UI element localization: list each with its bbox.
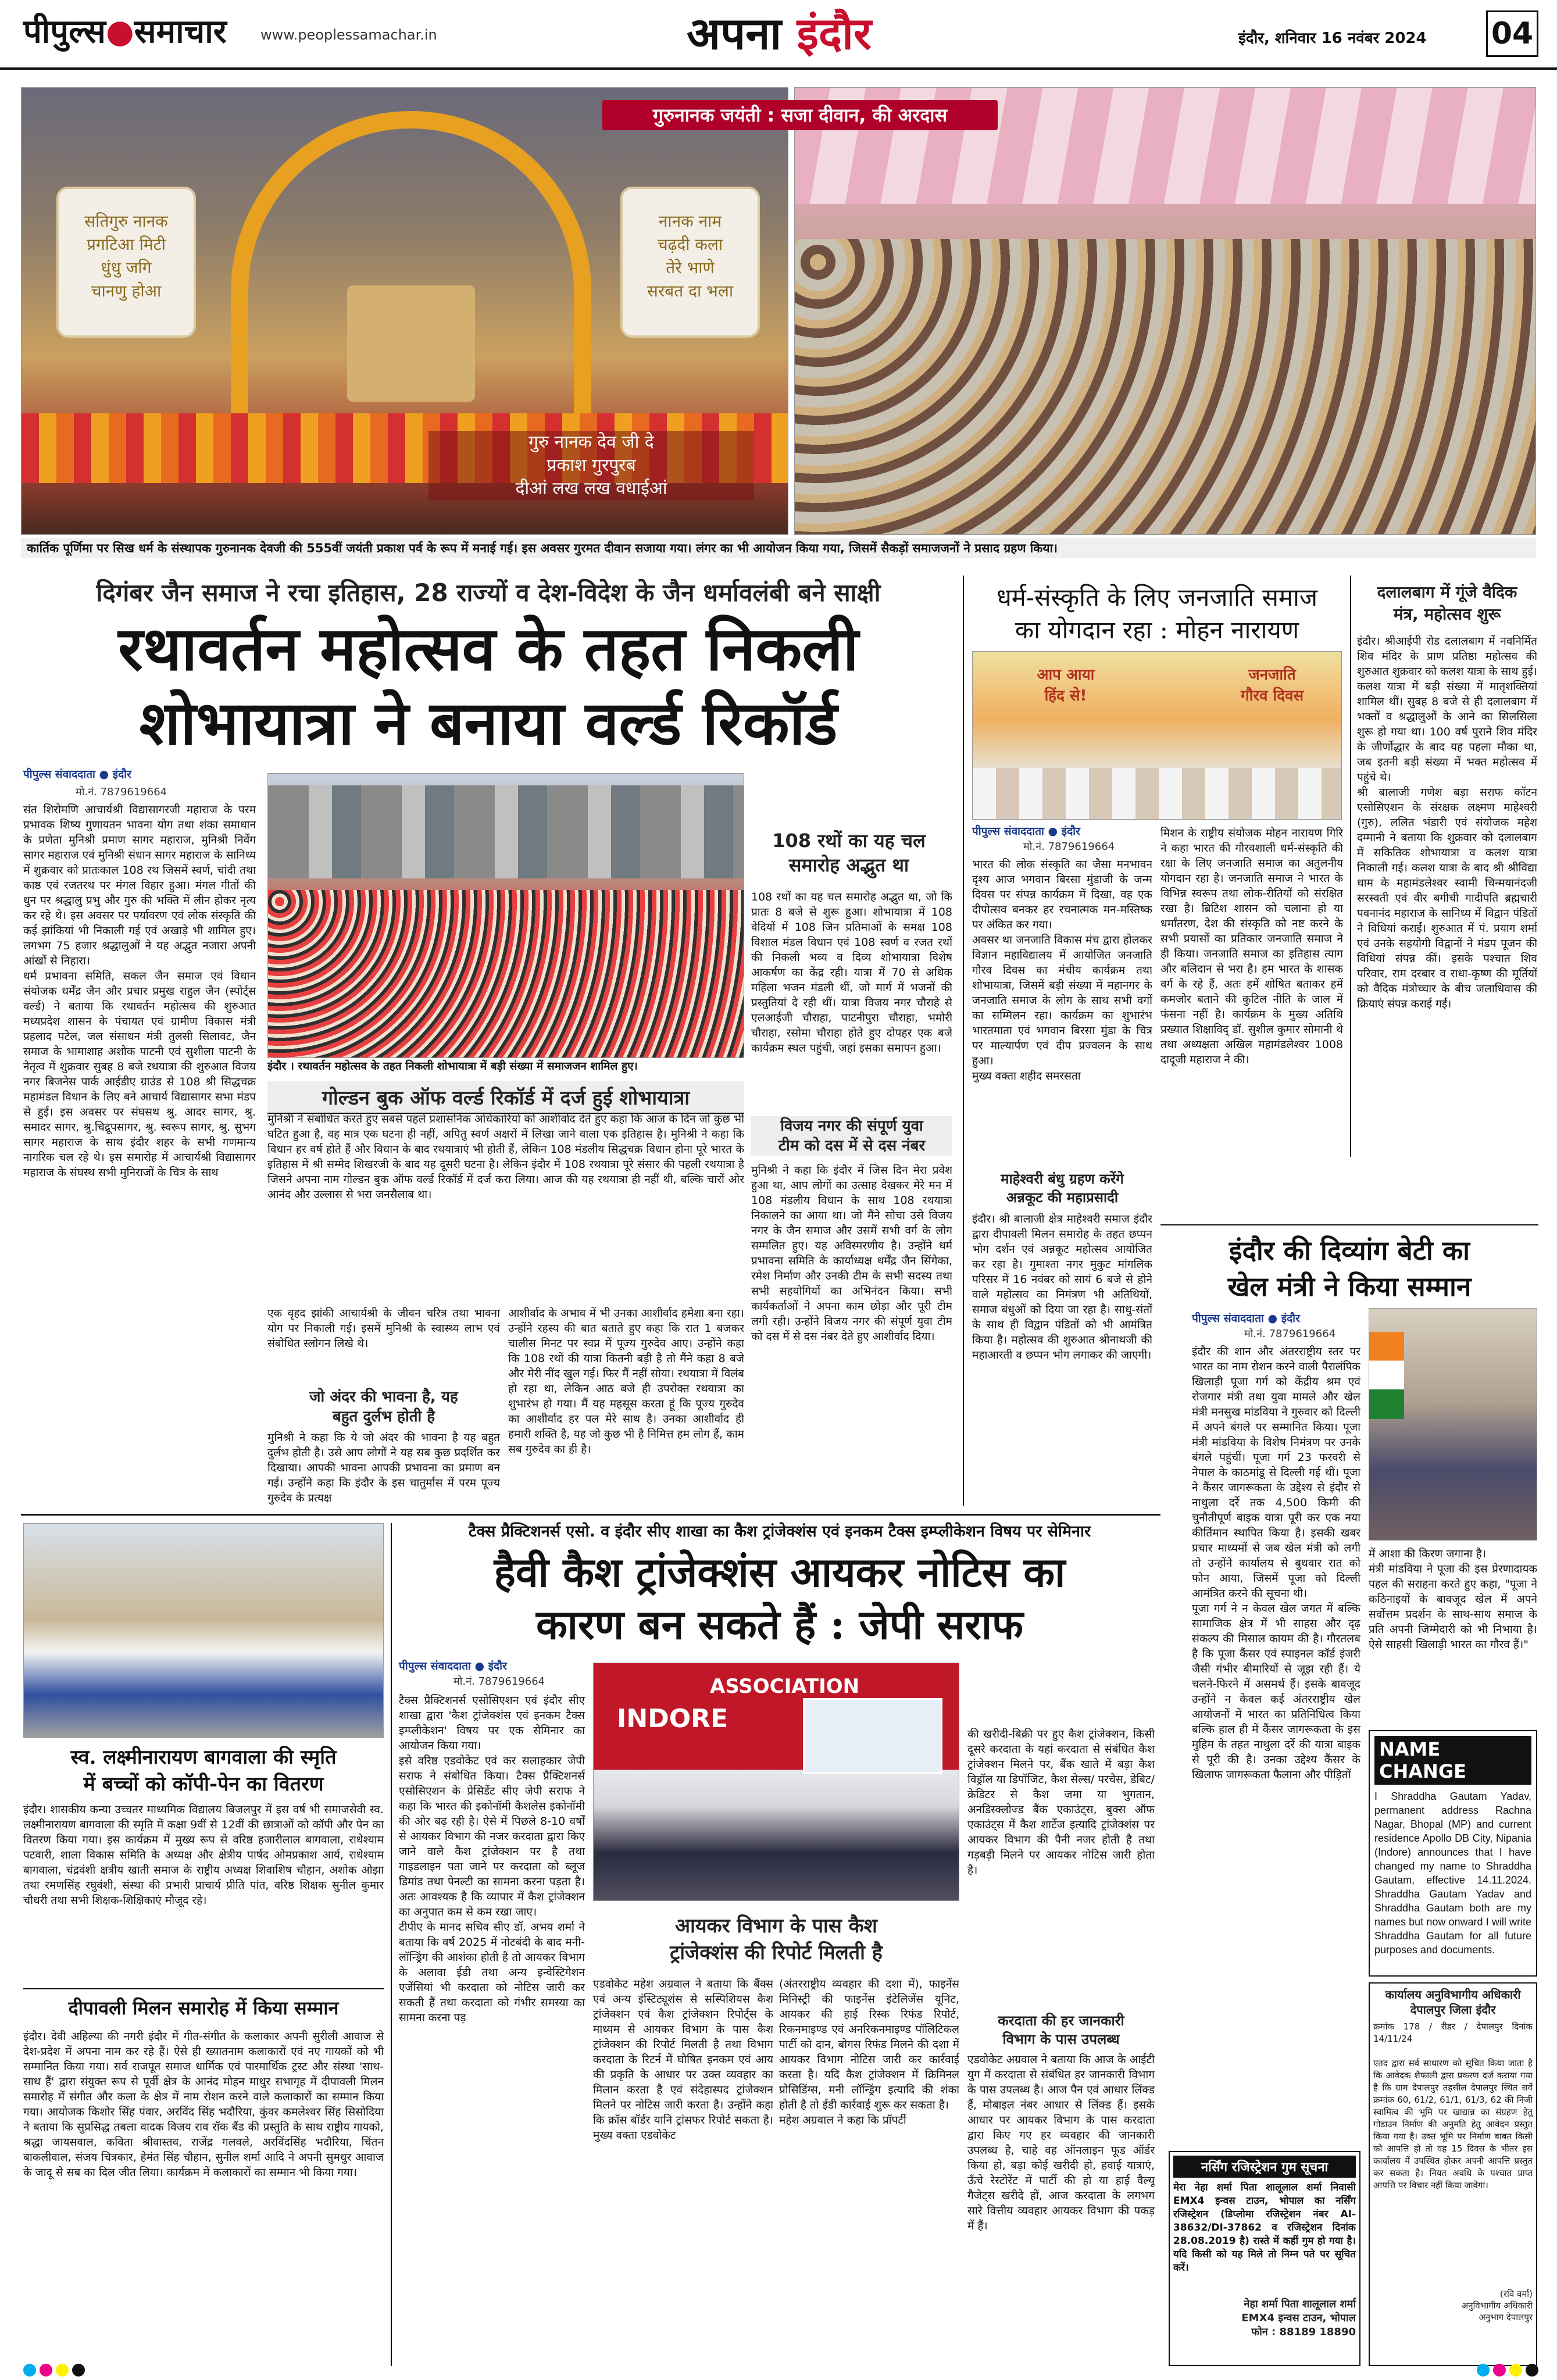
main-col-a2: मुनिश्री ने कहा कि ये जो अंदर की भावना है यह बहुत दुर्लभ होती है। उसे आप लोगों ने यह सब कुछ प्रदर्शित कर दिखाया। आपकी भावना आपकी प्रभावना का प्रमाण बन गई। उन्होंने कहा कि इंदौर के इस चातुर्मास में परम पूज्य गुरुदेव के प्रत्यक्ष	[267, 1431, 500, 1505]
divyang-byline: पीपुल्स संवाददाता ● इंदौर	[1192, 1312, 1300, 1325]
rathyatra-photo	[267, 773, 744, 1058]
section-title: अपना इंदौर	[686, 8, 872, 59]
main-col-right: 108 रथों का यह चल समारोह अद्भुत था, जो कि प्रातः 8 बजे से शुरू हुआ। शोभायात्रा में 108 वेदियों में 108 जिन प्रतिमाओं के समक्ष 108 विशाल मंडल विधान एवं 108 स्वर्ण व रजत रथों की निकली भव्य व दिव्य शोभायात्रा विशेष आकर्षण का केंद्र रही। यात्रा में 70 से अधिक महिला भजन मंडली थीं, जो मार्ग में भजनों की प्रस्तुतियां दे रही थीं। यात्रा विजय नगर चौराहे से एलआईजी चौराहा, पाटनीपुरा चौराहा, भमोरी चौराहा, रसोमा चौराहा होते हुए दोपहर एक बजे कार्यक्रम स्थल पहुंची, जहां इसका समापन हुआ।	[751, 891, 952, 1055]
photo-banner: गुरुनानक जयंती : सजा दीवान, की अरदास	[602, 100, 998, 130]
main-sub-bhavna: जो अंदर की भावना है, यह बहुत दुर्लभ होती है	[309, 1388, 458, 1425]
buildings	[268, 785, 744, 878]
tax-byline: पीपुल्स संवाददाता ● इंदौर	[399, 1660, 507, 1673]
logo: पीपुल्स●समाचार	[23, 12, 227, 51]
main-sub-golden-book: गोल्डन बुक ऑफ वर्ल्ड रिकॉर्ड में दर्ज हुई शोभायात्रा	[267, 1081, 744, 1114]
divyang-col-1: इंदौर की शान और अंतरराष्ट्रीय स्तर पर भारत का नाम रोशन करने वाली पैरालंपिक खिलाड़ी पूजा गर्ग को केंद्रीय श्रम एवं रोजगार मंत्री तथा युवा मामले और खेल मंत्री मनसुख मांडविया ने गुरुवार को दिल्ली में अपने बंगले पर सम्मानित किया। पूजा मंत्री मांडविया के विशेष निमंत्रण पर उनके बंगले पहुंचीं। पूजा गर्ग 23 फरवरी से नेपाल के काठमांडू से दिल्ली गई थीं। पूजा ने कैंसर जागरूकता के उद्देश्य से इंदौर से नाथुला दर्रे तक 4,500 किमी की चुनौतीपूर्ण बाइक यात्रा पूरी कर एक नया कीर्तिमान स्थापित किया है। इसकी खबर प्रचार माध्यमों से जब खेल मंत्री को लगी तो उन्होंने कार्यालय से बुधवार रात को फोन आया, जिसमें पूजा को दिल्ली आमंत्रित करने की सूचना थी। पूजा गर्ग ने न केवल खेल जगत में बल्कि सामाजिक क्षेत्र में भी साहस और दृढ़ संकल्प की मिसाल कायम की है। गौरतलब है कि पूजा कैंसर एवं स्पाइनल कॉर्ड इंजरी जैसी गंभीर बीमारियों से जूझ रही हैं। ये चलने-फिरने में असमर्थ हैं। इसके बावजूद उन्होंने न केवल कई अंतरराष्ट्रीय खेल आयोजनों में भारत का प्रतिनिधित्व किया बल्कि हाल ही में कैंसर जागरूकता के इस मुहिम के तहत नाथुला दर्रे की यात्रा बाइक से पूरी की है। उनका उद्देश्य कैंसर के खिलाफ जागरूकता फैलाना और पीड़ितों	[1192, 1345, 1360, 1781]
divider-bottom	[21, 1514, 1160, 1516]
notice-title: कार्यालय अनुविभागीय अधिकारी देपालपुर जिला इंदौर	[1385, 1988, 1521, 2017]
stage-photo	[21, 87, 788, 535]
deepawali-body: इंदौर। देवी अहिल्या की नगरी इंदौर में गीत-संगीत के कलाकार अपनी सुरीली आवाज से देश-प्रदेश में अपना नाम कर रहे हैं। ऐसे ही ख्यातनाम कलाकारों एवं नए गायकों को भी सम्मानित किया गया। सर्व राजपूत समाज धार्मिक एवं पारमार्थिक ट्रस्ट और संस्था 'साथ-साथ हैं' द्वारा संयुक्त रूप से पूर्वी क्षेत्र के आनंद मोहन माथुर सभागृह में दीपावली मिलन समारोह में संगीत और कला के क्षेत्र में नाम रोशन करने वाले कलाकारों का सम्मान किया गया। आयोजक किशोर सिंह पंवार, अरविंद सिंह भदौरिया, कुंवर कमलेश्वर सिंह सिसोदिया ने बताया कि सुप्रसिद्ध तबला वादक विजय राव रॉक बैंड की प्रस्तुति के साथ राष्ट्रीय गायको, श्रद्धा जायसवाल, कविता श्रीवास्तव, राजेंद्र गलवले, अरविंदसिंह भदौरिया, चिंतन बाकलीवाल, संजय चित्रकार, हेमंत सिंह चौहान, सुनील शर्मा आदि ने अपनी सुमधुर आवाज के जादू से सब का दिल जीत लिया। कार्यक्रम में कलाकारों का सम्मान भी किया गया।	[23, 2030, 384, 2179]
dharm-col-2: मिशन के राष्ट्रीय संयोजक मोहन नारायण गिरि ने कहा भारत की गौरवशाली धर्म-संस्कृति की रक्षा के लिए जनजाति समाज का अतुलनीय योगदान रहा है। जनजाति समाज ने भारत के विभिन्न स्वरूप तथा लोक-रीतियों को संरक्षित रखा है। ब्रिटिश शासन को चलाना हो या धर्मांतरण, देश की संस्कृति को नष्ट करने के सभी प्रयासों का प्रतिकार जनजाति समाज ने ही किया। जनजाति समाज का इतिहास त्याग और बलिदान से भरा है। हम भारत के शासक वर्ग के रहे हैं, अतः हमें शोषित बताकर हमें कमजोर बताने की कुटिल नीति के जाल में फंसना नहीं है। कार्यक्रम के मुख्य अतिथि प्रख्यात शिक्षाविद् डॉ. सुशील कुमार सोमानी थे तथा अध्यक्षता अखिल महामंडलेश्वर 1008 दादूजी महाराज ने की।	[1160, 827, 1343, 1066]
tax-seminar-photo	[593, 1663, 959, 1901]
notice-sign: (रवि वर्मा) अनुविभागीय अधिकारी अनुभाग देपालपुर	[1461, 2289, 1533, 2322]
dharm-col-3: इंदौर। श्री बालाजी क्षेत्र माहेश्वरी समाज इंदौर द्वारा दीपावली मिलन समारोह के तहत छप्पन भोग दर्शन एवं अन्नकूट महोत्सव आयोजित कर रहा है। गुमाश्ता नगर मुकुट मांगलिक परिसर में 16 नवंबर को सायं 6 बजे से होने वाले महोत्सव का निमंत्रण भी अतिथियों, समाज बंधुओं को दिया जा रहा है। साधु-संतों के साथ ही विद्वान पंडितों को भी आमंत्रित किया है। महोत्सव की शुरुआत श्रीनाथजी की महाआरती व छप्पन भोग लगाकर की जाएगी।	[972, 1213, 1152, 1361]
yellow-mark-icon	[56, 2364, 69, 2377]
name-change-body: I Shraddha Gautam Yadav, permanent address Rachna Nagar, Bhopal (MP) and current residence Apollo DB City, Nipania (Indore) announces that I have changed my name to Shraddha Gautam, effective 14.11.2024. Shraddha Gautam Yadav and Shraddha Gautam both are my names but now onward I will write Shraddha Gautam for all future purposes and documents.	[1374, 1791, 1531, 1956]
tax-col-5: एडवोकेट अग्रवाल ने बताया कि आज के आईटी युग में करदाता से संबंधित हर जानकारी विभाग के पास उपलब्ध है। आज पैन एवं आधार लिंक्ड हैं, मोबाइल नंबर आधार से लिंक्ड हैं। इसके आधार पर आयकर विभाग के पास करदाता द्वारा किए गए हर व्यवहार की जानकारी उपलब्ध है, चाहे वह ऑनलाइन फूड ऑर्डर किया हो, बड़ा कोई खरीदी हो, हवाई यात्राएं, ऊँचे रेस्टोरेंट में पार्टी की हो या हाई वैल्यू गैजेट्स खरीदे हों, आज करदाता के लगभग सारे वित्तीय व्यवहार आयकर विभाग की पकड़ में हैं।	[967, 2053, 1155, 2232]
seminar-screen	[803, 1698, 942, 1774]
color-marks-left	[23, 2364, 85, 2377]
langar-photo	[794, 87, 1536, 535]
deepawali-headline: दीपावली मिलन समारोह में किया सम्मान	[68, 1997, 339, 2019]
dallal-body: इंदौर। श्रीआईपी रोड दलालबाग में नवनिर्मित शिव मंदिर के प्राण प्रतिष्ठा महोत्सव की शुरुआत शुक्रवार को कलश यात्रा के साथ हुई। कलश यात्रा में बड़ी संख्या में मातृशक्तियां शामिल थीं। सुबह 8 बजे से ही दलालबाग में भक्तों व श्रद्धालुओं के आने का सिलसिला शुरू हो गया था। 100 वर्ष पुराने शिव मंदिर के जीर्णोद्धार के बाद यह पहला मौका था, जब इतनी बड़ी संख्या में भक्त महोत्सव में पहुंचे थे। श्री बालाजी गणेश बड़ा सराफ कॉटन एसोसिएशन के संरक्षक लक्ष्मण माहेश्वरी (गुरु), ललित भंडारी एवं संयोजक महेश दम्मानी ने बताया कि शुक्रवार को दलालबाग में सकितिक शोभायात्रा व कलश यात्रा निकाली गई। कलश यात्रा के बाद श्री श्रीविद्या धाम के महामंडलेश्वर स्वामी चिन्मयानंदजी सरस्वती एवं वीर बगीची गादीपति ब्रह्मचारी पवनानंद महाराज के सानिध्य में विद्वान पंडितों ने विधियां कराईं। शुरुआत में पं. प्रयाग शर्मा एवं उनके सहयोगी विद्वानों ने मंडप पूजन की विधियां संपन्न कीं। इसके पश्चात शिव परिवार, राम दरबार व राधा-कृष्ण की मूर्तियों को वैदिक मंत्रोच्चार के बीच जलाधिवास की क्रियाएं संपन्न कराई गईं।	[1357, 635, 1537, 1010]
main-col-a: एक वृहद झांकी आचार्यश्री के जीवन चरित्र तथा भावना योग पर निकाली गई। इसमें मुनिश्री के स्वास्थ्य लाभ एवं संबोधित स्लोगन लिखे थे।	[267, 1307, 500, 1350]
guru-nanak-photos	[21, 87, 1536, 535]
dharm-headline: धर्म-संस्कृति के लिए जनजाति समाज का योगदान रहा : मोहन नारायण	[996, 583, 1318, 644]
dharm-col-1: भारत की लोक संस्कृति का जैसा मनभावन दृश्य आज भगवान बिरसा मुंडाजी के जन्म दिवस पर संपन्न कार्यक्रम में दिखा, वह एक दीपोत्सव बनकर हर रचनात्मक मन-मस्तिष्क पर अंकित कर गया। अवसर था जनजाति विकास मंच द्वारा होलकर विज्ञान महाविद्यालय में आयोजित जनजाति गौरव दिवस का मंचीय कार्यक्रम तथा शोभायात्रा, जिसमें बड़ी संख्या में महानगर के जनजाति समाज के लोग के साथ सभी वर्गों का सम्मिलन रहा। कार्यक्रम का शुभारंभ भारतमाता एवं भगवान बिरसा मुंडा के चित्र पर माल्यार्पण एवं दीप प्रज्वलन के साथ हुआ। मुख्य वक्ता शहीद समरसता	[972, 858, 1152, 1082]
top-photo-caption: कार्तिक पूर्णिमा पर सिख धर्म के संस्थापक गुरुनानक देवजी की 555वीं जयंती प्रकाश पर्व के रूप में मनाई गई। इस अवसर गुरमत दीवान सजाया गया। लंगर का भी आयोजन किया गया, जिसमें सैकड़ों समाजजनों ने प्रसाद ग्रहण किया।	[21, 538, 1536, 558]
name-change-title: NAME CHANGE	[1374, 1736, 1531, 1785]
divyang-photo	[1369, 1308, 1537, 1541]
tax-col-1: टैक्स प्रैक्टिशनर्स एसोसिएशन एवं इंदौर सीए शाखा द्वारा 'कैश ट्रांजेक्शंस एवं इनकम टैक्स इम्प्लीकेशन' विषय पर एक सेमिनार का आयोजन किया गया। इसे वरिष्ठ एडवोकेट एवं कर सलाहकार जेपी सराफ ने संबोधित किया। टैक्स प्रैक्टिशनर्स एसोसिएशन के प्रेसिडेंट सीए जेपी सराफ ने कहा कि भारत की इकोनॉमी कैशलेस इकोनॉमी की ओर बढ़ रही है। ऐसे में पिछले 8-10 वर्षों से आयकर विभाग की नजर करदाता द्वारा किए जाने वाले कैश ट्रांजेक्शन पर है तथा गाइडलाइन पता जाने पर करदाता को ब्लूज डिमांड तथा पेनल्टी का सामना करना पड़ता है। अतः आवश्यक है कि व्यापार में कैश ट्रांजेक्शन का अनुपात कम से कम रखा जाए। टीपीए के मानद सचिव सीए डॉ. अभय शर्मा ने बताया कि वर्ष 2025 में नोटबंदी के बाद मनी-लॉन्ड्रिंग की आशंका होती है तो आयकर विभाग के अलावा ईडी तथा अन्य इन्वेस्टिगेशन एजेंसियां भी करदाता को नोटिस जारी कर सकती हैं तथा करदाता को गंभीर समस्या का सामना करना पड़	[399, 1694, 585, 2024]
stage-text-bottom: गुरु नानक देव जी दे प्रकाश गुरपुरब दीआं लख लख वधाईआं	[428, 431, 754, 501]
rathyatra-caption: इंदौर । रथावर्तन महोत्सव के तहत निकली शोभायात्रा में बड़ी संख्या में समाजजन शामिल हुए।	[267, 1060, 638, 1073]
divyang-col-2: में आशा की किरण जगाना है। मंत्री मांडविया ने पूजा की इस प्रेरणादायक पहल की सराहना करते हुए कहा, "पूजा ने कठिनाइयों के बावजूद खेल में अपने सर्वोत्तम प्रदर्शन के साथ-साथ समाज के प्रति अपनी जिम्मेदारी को भी निभाया है। ऐसे साहसी खिलाड़ी भारत का गौरव हैं।"	[1369, 1548, 1537, 1651]
dharm-mobile: मो.नं. 7879619664	[1023, 841, 1115, 853]
main-mobile: मो.नं. 7879619664	[76, 786, 167, 798]
main-headline: रथावर्तन महोत्सव के तहत निकली शोभायात्रा ने बनाया वर्ल्ड रिकॉर्ड	[118, 613, 859, 759]
procession-crowd	[268, 890, 744, 1058]
yellow-mark-icon	[1509, 2364, 1522, 2377]
main-sub-vijay-nagar: विजय नगर की संपूर्ण युवा टीम को दस में से दस नंबर	[751, 1116, 952, 1156]
divider-dallal	[1350, 576, 1351, 1157]
page-number: 04	[1486, 10, 1538, 57]
dharm-banner-left: आप आया हिंद से!	[1037, 666, 1095, 705]
divider-dharm	[963, 576, 964, 1506]
school-photo	[23, 1523, 384, 1738]
laxmi-body: इंदौर। शासकीय कन्या उच्चतर माध्यमिक विद्यालय बिजलपुर में इस वर्ष भी समाजसेवी स्व. लक्ष्मीनारायण बागवाला की स्मृति में कक्षा 9वीं से 12वीं की छात्राओं को कॉपी और पेन का वितरण किया गया। इस कार्यक्रम में मुख्य रूप से वरिष्ठ हजारीलाल बागवाला, राधेश्याम पटवारी, शाला विकास समिति के अध्यक्ष और क्षेत्रीय पार्षद ओमप्रकाश आर्य, राधेश्याम बागवाला, चंद्रवंशी क्षत्रीय खाती समाज के राष्ट्रीय अध्यक्ष शिवाशिष चौहान, अशोक ओझा तथा रमणसिंह रघुवंशी, संस्था की प्रभारी प्राचार्य प्रीति पांत, वरिष्ठ शिक्षक सुनील कुमार चौधरी तथा सभी शिक्षक-शिक्षिकाएं मौजूद रहे।	[23, 1803, 384, 1907]
divider-deepawali	[23, 1988, 384, 1989]
main-col-1: संत शिरोमणि आचार्यश्री विद्यासागरजी महाराज के परम प्रभावक शिष्य गुणायतन भावना योग तथा शंका समाधान के प्रणेता मुनिश्री प्रमाण सागर महाराज, मुनिश्री निर्वेग सागर महाराज एवं मुनिश्री संधान सागर महाराज के सानिध्य में शुक्रवार को प्रातःकाल 108 रथ जिसमें स्वर्ण, चांदी तथा काष्ठ एवं रजतरथ पर मंगल विहार हुआ। मंगल गीतों की धुन पर श्रद्धालु प्रभु और गुरु की भक्ति में लीन होकर नृत्य कर रहे थे। इस अवसर पर पर्यावरण एवं लोक संस्कृति की कई झांकियां भी निकाली गई एवं अखाड़े भी शामिल हुए। लगभग 75 हजार श्रद्धालुओं ने यह अद्भुत नजारा अपनी आंखों से निहारा। धर्म प्रभावना समिति, सकल जैन समाज एवं विधान संयोजक धर्मेंद्र जैन और प्रचार प्रमुख राहुल जैन (स्पोर्ट्स वर्ल्ड) ने बताया कि रथावर्तन महोत्सव की शुरुआत मध्यप्रदेश शासन के पंचायत एवं ग्रामीण विकास मंत्री प्रहलाद पटेल, जल संसाधन मंत्री तुलसी सिलावट, जैन समाज के भामाशाह अशोक पाटनी एवं सुशीला पाटनी के नेतृत्व में शुक्रवार सुबह 8 बजे रथयात्रा की शुरुआत विजय नगर बिजनेस पार्क आईडीए ग्राउंड से 108 श्री सिद्धचक्र महामंडल विधान के लिए बने आचार्य विद्यासागर सभा मंडप से हुई। इस अवसर पर संघसथ श्रु. आदर सागर, श्रु. समादर सागर, श्रु.चिद्रूपसागर, श्रु. स्वरूप सागर, श्रु. सुभग सागर महाराज के साथ इंदौर शहर के सभी गणमान्य नागरिक चल रहे थे। इस समारोह में आचार्यश्री विद्यासागर महाराज के संघस्थ सभी मुनिराजों के चित्र के साथ	[23, 803, 256, 1179]
seminar-banner-text: INDORE	[617, 1704, 728, 1734]
magenta-mark-icon	[1493, 2364, 1506, 2377]
tax-col-2: एडवोकेट महेश अग्रवाल ने बताया कि बैंक्स एवं अन्य इंस्टिट्यूशंस से सस्पिशियस कैश ट्रांजेक्शन एवं कैश ट्रांजेक्शन रिपोर्ट्स के माध्यम से आयकर विभाग के पास कैश ट्रांजेक्शन की रिपोर्ट मिलती है तथा विभाग करदाता के रिटर्न में घोषित इनकम एवं आय की प्रकृति के आधार पर उक्त व्यवहार का मिलान करता है एवं संदेहास्पद ट्रांजेक्शन मिलने पर नोटिस जारी करता है। उन्होंने कहा कि क्रॉस बॉर्डर यानि ट्रांसफर रिपोर्ट सकता है। मुख्य वक्ता एडवोकेट	[593, 1978, 773, 2142]
tax-col-3: (अंतरराष्ट्रीय व्यवहार की दशा में), फाइनेंस मिनिस्ट्री की फाइनेंस इंटेलिजेंस यूनिट, आयकर की हाई रिस्क रिफंड रिपोर्ट, रिकनमाइण्ड एवं अनरिकनमाइण्ड पॉलिटिकल पार्टी को दान, बोगस रिफंड मिलने की दशा में आयकर विभाग नोटिस जारी कर कार्रवाई करता है। यदि कैश ट्रांजेक्शन में क्रिमिनल प्रोसिडिंग्स, मनी लॉन्ड्रिंग इत्यादि की शंका होती है तो ईडी कार्रवाई शुरू कर सकता है। महेश अग्रवाल ने कहा कि प्रॉपर्टी	[779, 1978, 959, 2127]
logo-dot-icon: ●	[105, 12, 134, 51]
dharm-byline: पीपुल्स संवाददाता ● इंदौर	[972, 825, 1080, 838]
tax-col-4: की खरीदी-बिक्री पर हुए कैश ट्रांजेक्शन, किसी दूसरे करदाता के यहां करदाता से संबंधित कैश ट्रांजेक्शन मिलने पर, बैंक खाते में बड़ा कैश विड्रॉल या डिपॉजिट, कैश सेल्स/ परचेस, डेबिट/ क्रेडिटर से कैश जमा या भुगतान, अनडिस्क्लोज्ड बैंक एकाउंट्स, बुक्स ऑफ एकाउंट्स में कैश शार्टेज इत्यादि ट्रांजेक्शंस पर आयकर विभाग की पैनी नजर होती है तथा गड़बड़ी मिलने पर आयकर नोटिस जारी होता है।	[967, 1728, 1155, 1877]
masthead	[0, 0, 1557, 70]
divyang-mobile: मो.नं. 7879619664	[1244, 1328, 1336, 1340]
tax-photo-caption: आयकर विभाग के पास कैश ट्रांजेक्शंस की रिपोर्ट मिलती है	[670, 1914, 883, 1964]
tax-kicker: टैक्स प्रैक्टिशनर्स एसो. व इंदौर सीए शाखा का कैश ट्रांजेक्शंस एवं इनकम टैक्स इम्प्लीकेशन विषय पर सेमिनार	[468, 1523, 1091, 1541]
divider-divyang	[1160, 1224, 1538, 1225]
dharm-dais	[973, 768, 1342, 820]
stage-text-left: सतिगुरु नानक प्रगटिआ मिटी धुंधु जगि चानणु होआ	[84, 212, 168, 301]
nursing-sign: नेहा शर्मा पिता शालूलाल शर्मा EMX4 इन्वस टाउन, भोपाल फोन : 88189 18890	[1241, 2298, 1356, 2338]
black-mark-icon	[72, 2364, 85, 2377]
seminar-banner-text-2: ASSOCIATION	[710, 1675, 860, 1698]
main-col-c: मुनिश्री ने कहा कि इंदौर में जिस दिन मेरा प्रवेश हुआ था, आप लोगों का उत्साह देखकर मेरे मन में 108 मंडलीय विधान के साथ 108 रथयात्रा निकालने का आया था। जो मैंने सोचा उसे विजय नगर के जैन समाज और उसमें सभी वर्ग के लोग सम्मलित हुए। यह अविस्मरणीय है। उन्होंने धर्म प्रभावना समिति के कार्याध्यक्ष धर्मेंद्र जैन सिंगेका, रमेश निर्माण और उनकी टीम के सभी सदस्य तथा सभी सहयोगियों का अभिनंदन किया। सभी कार्यकर्ताओं ने अपना काम छोड़ा और पूरी टीम लगी रही। उन्होंने विजय नगर की संपूर्ण युवा टीम को दस में से दस नंबर देते हुए आशीर्वाद दिया।	[751, 1164, 952, 1343]
depalpur-notice	[1369, 1982, 1537, 2366]
flag	[1369, 1332, 1404, 1419]
dharm-photo	[972, 651, 1342, 820]
magenta-mark-icon	[40, 2364, 52, 2377]
crowd	[795, 239, 1536, 535]
palki	[347, 285, 475, 402]
black-mark-icon	[1526, 2364, 1538, 2377]
dallal-headline: दलालबाग में गूंजे वैदिक मंत्र, महोत्सव शुरू	[1377, 583, 1517, 624]
laxmi-headline: स्व. लक्ष्मीनारायण बागवाला की स्मृति में बच्चों को कॉपी-पेन का वितरण	[70, 1746, 337, 1796]
name-change-box	[1369, 1730, 1537, 1977]
main-col-wide: मुनिश्री ने संबोधित करते हुए सबसे पहले प्रशासनिक अधिकारियों को आशीर्वाद देते हुए कहा कि आज के दिन जो कुछ भी घटित हुआ है, वह मात्र एक घटना ही नहीं, अपितु स्वर्ण अक्षरों में लिखा जाने वाला एक इतिहास है। मुनिश्री ने कहा कि विधान हर वर्ष होते हैं और विधान के बाद रथयात्राएं भी होती हैं, लेकिन 108 मंडलीय सिद्धचक्र विधान होना पूरे भारत के इतिहास में श्री सम्मेद शिखरजी के बाद यह दूसरी घटना है। लेकिन इंदौर में 108 रथयात्रा पूरे संसार की पहली रथयात्रा है जिसने अपना नाम गोल्डन बुक ऑफ वर्ल्ड रिकॉर्ड में दर्ज करा लिया। आज की यह रथयात्रा ही नहीं थी, बल्कि चारों ओर आनंद और उल्लास से भरा जनसैलाब था।	[267, 1113, 744, 1201]
tax-sub: करदाता की हर जानकारी विभाग के पास उपलब्ध	[998, 2013, 1124, 2047]
cyan-mark-icon	[1477, 2364, 1490, 2377]
nursing-notice	[1169, 2151, 1360, 2366]
nursing-body: मेरा नेहा शर्मा पिता शालूलाल शर्मा निवासी EMX4 इन्वस टाउन, भोपाल का नर्सिंग रजिस्ट्रेशन (डिप्लोमा रजिस्ट्रेशन नंबर AI-38632/DI-37862 व रजिस्ट्रेशन दिनांक 28.08.2019 है) रास्ते में कहीं गुम हो गया है। यदि किसी को यह मिले तो निम्न पते पर सूचित करें।	[1173, 2182, 1356, 2274]
cyan-mark-icon	[23, 2364, 36, 2377]
divyang-headline: इंदौर की दिव्यांग बेटी का खेल मंत्री ने किया सम्मान	[1227, 1235, 1472, 1302]
stage-text-right: नानक नाम चढ़दी कला तेरे भाणे सरबत दा भला	[647, 212, 734, 301]
dharm-banner-right: जनजाति गौरव दिवस	[1240, 666, 1304, 705]
main-col-b: आशीर्वाद के अभाव में भी उनका आशीर्वाद हमेशा बना रहा। उन्होंने रहस्य की बात बताते हुए कहा कि रात 1 बजकर चालीस मिनट पर स्वप्न में पूज्य गुरुदेव आए। उन्होंने कहा कि 108 रथों की यात्रा कितनी बड़ी है तो मैंने कहा 8 बजे और मेरी नींद खुल गई। फिर मैं नहीं सोया। रथयात्रा में विलंब हो रहा था, लेकिन आठ बजे ही उपरोक्त रथयात्रा का शुभारंभ हो गया। मैं यह महसूस करता हूं कि पूज्य गुरुदेव का आशीर्वाद हर पल मेरे साथ है। उनका आशीर्वाद ही हमारी शक्ति है, यह जो कुछ भी है निमित्त हम लोग हैं, काम सब गुरुदेव का ही है।	[508, 1307, 744, 1456]
site-url: www.peoplessamachar.in	[260, 27, 437, 43]
dateline: इंदौर, शनिवार 16 नवंबर 2024	[1238, 30, 1427, 47]
tax-headline: हैवी कैश ट्रांजेक्शंस आयकर नोटिस का कारण बन सकते हैं : जेपी सराफ	[494, 1548, 1066, 1649]
nursing-title: नर्सिंग रजिस्ट्रेशन गुम सूचना	[1173, 2156, 1356, 2178]
main-sub-108: 108 रथों का यह चल समारोह अद्भुत था	[772, 830, 926, 876]
dharm-sub-maheshwari: माहेश्वरी बंधु ग्रहण करेंगे अन्नकूट की महाप्रसादी	[1001, 1171, 1124, 1206]
tax-mobile: मो.नं. 7879619664	[453, 1675, 545, 1688]
notice-body: क्रमांक 178 / रीडर / देपालपुर दिनांक 14/11/24 एतद द्वारा सर्व साधारण को सूचित किया जाता है कि आवेदक शैफाली द्वारा प्रकरण दर्ज कराया गया है कि ग्राम देपालपुर तहसील देपालपुर स्थित सर्वे क्रमांक 60, 61/2, 61/1, 61/3, 62 की निजी स्वामित्व की भूमि पर खाद्यान्न का संग्रहण हेतु गोडाउन निर्माण की अनुमति हेतु आवेदन प्रस्तुत किया गया है। उक्त भूमि पर निर्माण बाबत किसी को आपत्ति हो तो वह 15 दिवस के भीतर इस कार्यालय में उपस्थित होकर अपनी आपत्ति प्रस्तुत कर सकता है। नियत अवधि के पश्चात प्राप्त आपत्ति पर विचार नहीं किया जावेगा।	[1373, 2021, 1533, 2190]
color-marks-right	[1477, 2364, 1538, 2377]
main-kicker: दिगंबर जैन समाज ने रचा इतिहास, 28 राज्यों व देश-विदेश के जैन धर्मावलंबी बने साक्षी	[96, 578, 881, 607]
divider-tax	[391, 1523, 392, 2366]
main-byline: पीपुल्स संवाददाता ● इंदौर	[23, 768, 131, 781]
